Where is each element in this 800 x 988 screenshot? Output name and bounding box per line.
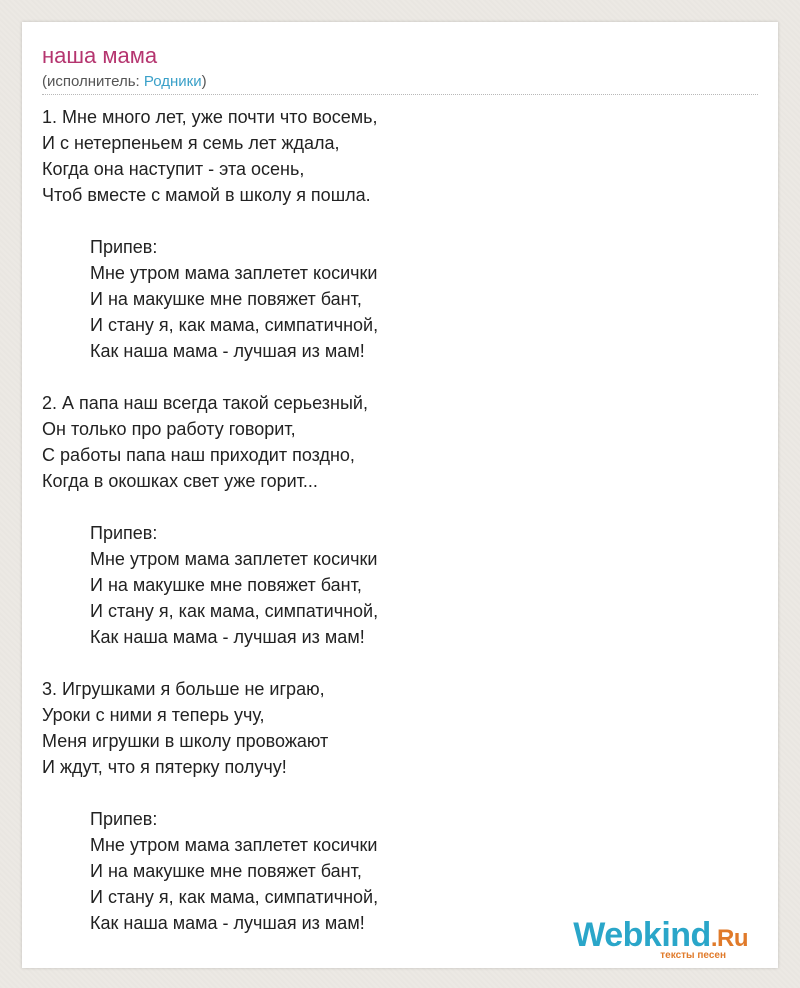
performer-prefix: (исполнитель:	[42, 73, 144, 90]
performer-suffix: )	[201, 73, 207, 90]
lyrics-text	[42, 104, 758, 936]
lyric-line: И с нетерпеньем я семь лет ждала,	[42, 133, 340, 153]
lyric-line: Мне утром мама заплетет косички	[90, 549, 378, 569]
lyric-line: Меня игрушки в школу провожают	[42, 731, 329, 751]
lyric-line: И на макушке мне повяжет бант,	[90, 289, 362, 309]
artist-link[interactable]: Родники	[143, 73, 202, 90]
divider	[42, 94, 758, 95]
lyric-line: Мне утром мама заплетет косички	[90, 263, 378, 283]
lyric-line: Чтоб вместе с мамой в школу я пошла.	[42, 185, 371, 205]
lyric-line: Он только про работу говорит,	[42, 419, 296, 439]
lyrics-card	[22, 22, 778, 968]
logo-tagline: тексты песен	[660, 950, 726, 961]
lyric-line: И стану я, как мама, симпатичной,	[90, 887, 379, 907]
lyric-line: И ждут, что я пятерку получу!	[42, 757, 287, 777]
lyric-line: Припев:	[90, 809, 158, 829]
lyric-line: Мне утром мама заплетет косички	[90, 835, 378, 855]
lyric-line: Припев:	[90, 237, 158, 257]
logo-tld: .Ru	[710, 925, 748, 952]
blank-line	[42, 650, 758, 676]
lyric-line: 1. Мне много лет, уже почти что восемь,	[42, 107, 378, 127]
lyric-line: И на макушке мне повяжет бант,	[90, 861, 362, 881]
lyric-line: Как наша мама - лучшая из мам!	[90, 627, 365, 647]
lyric-line: 2. А папа наш всегда такой серьезный,	[42, 393, 368, 413]
blank-line	[42, 494, 758, 520]
lyric-line: Как наша мама - лучшая из мам!	[90, 341, 365, 361]
site-logo	[573, 918, 748, 962]
blank-line	[42, 364, 758, 390]
lyric-line: Когда она наступит - эта осень,	[42, 159, 305, 179]
song-title: наша мама	[42, 43, 158, 68]
lyric-line: Когда в окошках свет уже горит...	[42, 471, 318, 491]
lyric-line: И на макушке мне повяжет бант,	[90, 575, 362, 595]
lyric-line: И стану я, как мама, симпатичной,	[90, 315, 379, 335]
blank-line	[42, 780, 758, 806]
logo-name: Webkind	[573, 916, 711, 954]
lyric-line: Уроки с ними я теперь учу,	[42, 705, 265, 725]
blank-line	[42, 208, 758, 234]
lyric-line: Как наша мама - лучшая из мам!	[90, 913, 365, 933]
lyric-line: 3. Игрушками я больше не играю,	[42, 679, 325, 699]
performer-line	[42, 72, 207, 92]
lyric-line: Припев:	[90, 523, 158, 543]
lyric-line: И стану я, как мама, симпатичной,	[90, 601, 379, 621]
lyric-line: С работы папа наш приходит поздно,	[42, 445, 355, 465]
